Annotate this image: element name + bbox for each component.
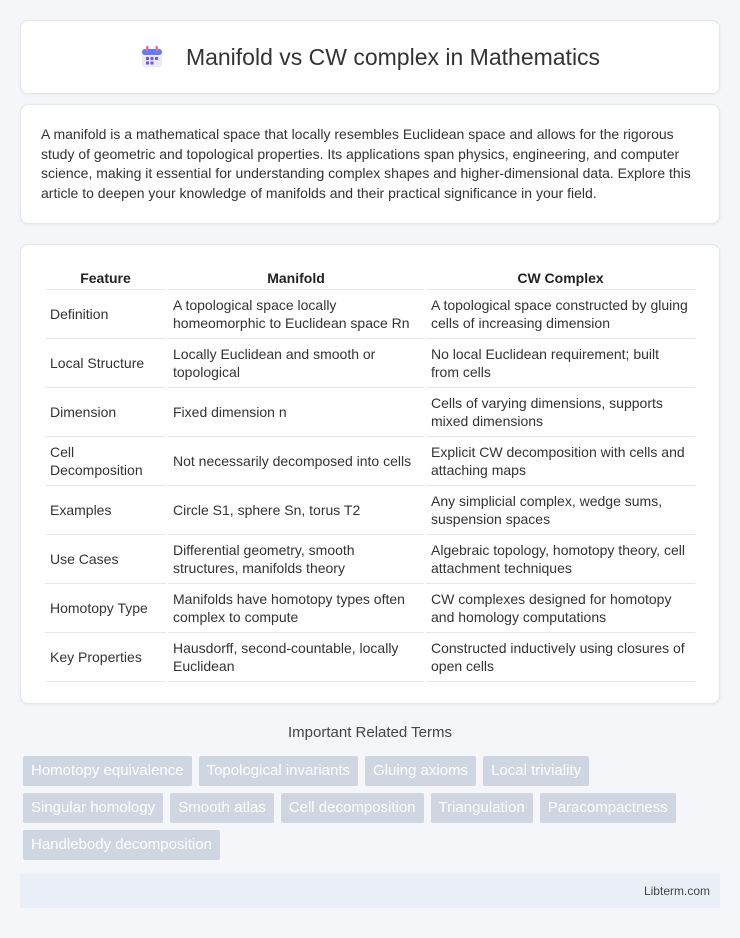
feature-cell: Cell Decomposition bbox=[45, 437, 166, 486]
table-row bbox=[45, 290, 695, 339]
related-term-tag[interactable]: Gluing axioms bbox=[365, 756, 476, 786]
calendar-icon bbox=[140, 45, 164, 69]
table-row bbox=[45, 633, 695, 682]
intro-text: A manifold is a mathematical space that locally resembles Euclidean space and allows for the rigorous study of geometric and topological properties. Its applications span physics, engineering, and computer science, making it essential for understanding complex shapes and higher-dimensional data. Explore this article to deepen your knowledge of manifolds and their practical significance in your field. bbox=[41, 126, 691, 201]
cw-complex-cell: Any simplicial complex, wedge sums, suspension spaces bbox=[426, 486, 695, 535]
feature-cell: Use Cases bbox=[45, 535, 166, 584]
cw-complex-cell: No local Euclidean requirement; built from cells bbox=[426, 339, 695, 388]
footer-brand-link[interactable]: Libterm.com bbox=[643, 884, 710, 898]
footer bbox=[20, 874, 720, 908]
manifold-cell: Circle S1, sphere Sn, torus T2 bbox=[168, 486, 424, 535]
cw-complex-cell: Explicit CW decomposition with cells and attaching maps bbox=[426, 437, 695, 486]
feature-cell: Local Structure bbox=[45, 339, 166, 388]
cw-complex-cell: Cells of varying dimensions, supports mixed dimensions bbox=[426, 388, 695, 437]
related-term-tag[interactable]: Singular homology bbox=[23, 793, 163, 823]
manifold-cell: Fixed dimension n bbox=[168, 388, 424, 437]
related-term-tag[interactable]: Cell decomposition bbox=[281, 793, 424, 823]
feature-cell: Definition bbox=[45, 290, 166, 339]
column-header-cw-complex: CW Complex bbox=[426, 265, 695, 290]
related-terms-list bbox=[23, 756, 723, 867]
intro-card bbox=[20, 104, 720, 224]
feature-cell: Key Properties bbox=[45, 633, 166, 682]
table-row bbox=[45, 535, 695, 584]
related-terms-heading: Important Related Terms bbox=[288, 724, 452, 741]
manifold-cell: A topological space locally homeomorphic to Euclidean space Rn bbox=[168, 290, 424, 339]
related-term-tag[interactable]: Local triviality bbox=[483, 756, 589, 786]
cw-complex-cell: CW complexes designed for homotopy and homology computations bbox=[426, 584, 695, 633]
comparison-table-card bbox=[20, 244, 720, 704]
manifold-cell: Differential geometry, smooth structures, manifolds theory bbox=[168, 535, 424, 584]
column-header-feature: Feature bbox=[45, 265, 166, 290]
manifold-cell: Manifolds have homotopy types often complex to compute bbox=[168, 584, 424, 633]
cw-complex-cell: Constructed inductively using closures of open cells bbox=[426, 633, 695, 682]
related-term-tag[interactable]: Handlebody decomposition bbox=[23, 830, 220, 860]
manifold-cell: Locally Euclidean and smooth or topological bbox=[168, 339, 424, 388]
cw-complex-cell: Algebraic topology, homotopy theory, cell attachment techniques bbox=[426, 535, 695, 584]
table-row bbox=[45, 486, 695, 535]
feature-cell: Homotopy Type bbox=[45, 584, 166, 633]
related-term-tag[interactable]: Homotopy equivalence bbox=[23, 756, 192, 786]
column-header-manifold: Manifold bbox=[168, 265, 424, 290]
feature-cell: Dimension bbox=[45, 388, 166, 437]
table-row bbox=[45, 584, 695, 633]
comparison-table bbox=[43, 265, 697, 682]
related-term-tag[interactable]: Smooth atlas bbox=[170, 793, 274, 823]
feature-cell: Examples bbox=[45, 486, 166, 535]
table-header-row bbox=[45, 265, 695, 290]
manifold-cell: Hausdorff, second-countable, locally Euclidean bbox=[168, 633, 424, 682]
related-term-tag[interactable]: Triangulation bbox=[431, 793, 533, 823]
cw-complex-cell: A topological space constructed by gluing cells of increasing dimension bbox=[426, 290, 695, 339]
table-row bbox=[45, 339, 695, 388]
related-term-tag[interactable]: Paracompactness bbox=[540, 793, 676, 823]
header-card bbox=[20, 20, 720, 94]
manifold-cell: Not necessarily decomposed into cells bbox=[168, 437, 424, 486]
page-title: Manifold vs CW complex in Mathematics bbox=[185, 43, 601, 70]
table-row bbox=[45, 388, 695, 437]
table-row bbox=[45, 437, 695, 486]
related-term-tag[interactable]: Topological invariants bbox=[199, 756, 358, 786]
